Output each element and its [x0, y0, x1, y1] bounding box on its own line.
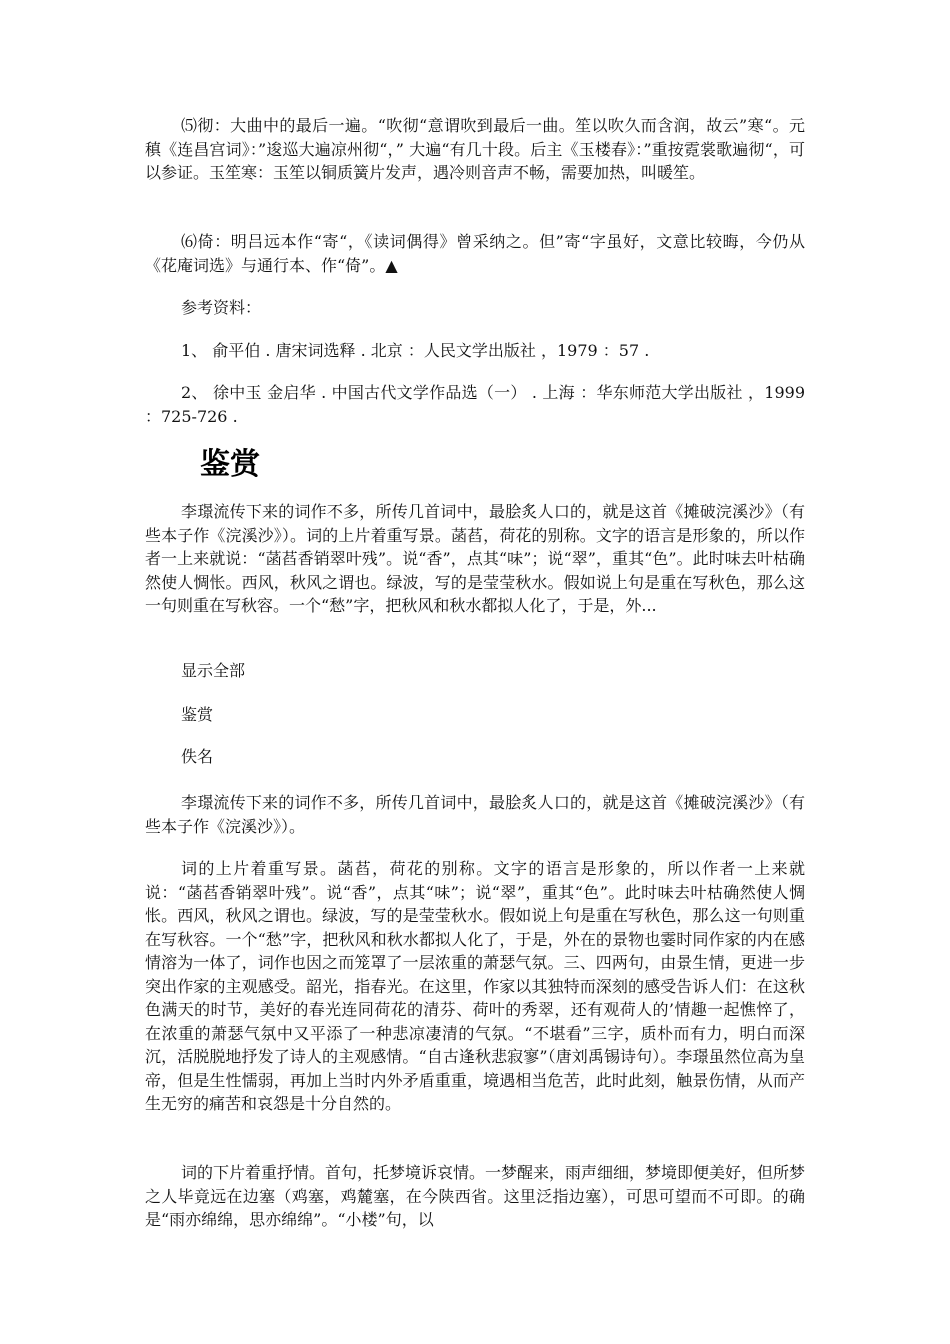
- show-all-link[interactable]: 显示全部: [181, 661, 246, 680]
- note-5: ⑸彻：大曲中的最后一遍。“吹彻“意谓吹到最后一曲。笙以吹久而含润，故云”寒“。元稹《连昌宫词》：”逡巡大遍凉州彻“，” 大遍“有几十段。后主《玉楼春》：”重按霓裳歌遍彻“，可以参证。玉笙寒：玉笙以铜质簧片发声，遇冷则音声不畅，需要加热，叫暖笙。: [145, 116, 805, 182]
- references-label: 参考资料：: [181, 298, 262, 317]
- appreciation-paragraph-2: 词的上片着重写景。菡萏，荷花的别称。文字的语言是形象的，所以作者一上来就说：“菡萏香销翠叶残”。说“香”，点其“味”；说“翠”，重其“色”。此时味去叶枯确然使人惆怅。西风，秋风之谓也。绿波，写的是莹莹秋水。假如说上句是重在写秋色，那么这一句则重在写秋容。一个“愁”字，把秋风和秋水都拟人化了，于是，外在的景物也霎时同作家的内在感情溶为一体了，词作也因之而笼罩了一层浓重的萧瑟气氛。三、四两句，由景生情，更进一步突出作家的主观感受。韶光，指春光。在这里，作家以其独特而深刻的感受告诉人们：在这秋色满天的时节，美好的春光连同荷花的清芬、荷叶的秀翠，还有观荷人的’情趣一起憔悴了，在浓重的萧瑟气氛中又平添了一种悲凉凄清的气氛。“不堪看”三字，质朴而有力，明白而深沉，活脱脱地抒发了诗人的主观感情。“自古逢秋悲寂寥”（唐刘禹锡诗句）。李璟虽然位高为皇帝，但是生性懦弱，再加上当时内外矛盾重重，境遇相当危苦，此时此刻，触景伤情，从而产生无穷的痛苦和哀怨是十分自然的。: [145, 859, 805, 1113]
- appreciation-summary: 李璟流传下来的词作不多，所传几首词中，最脍炙人口的，就是这首《摊破浣溪沙》（有些本子作《浣溪沙》）。词的上片着重写景。菡萏，荷花的别称。文字的语言是形象的，所以作者一上来就说：“菡萏香销翠叶残”。说“香”，点其“味”；说“翠”，重其“色”。此时味去叶枯确然使人惆怅。西风，秋风之谓也。绿波，写的是莹莹秋水。假如说上句是重在写秋色，那么这一句则重在写秋容。一个“愁”字，把秋风和秋水都拟人化了，于是，外...: [145, 502, 805, 615]
- appreciation-heading: 鉴赏: [200, 447, 260, 482]
- reference-item-2: 2、 徐中玉 金启华 . 中国古代文学作品选（一） . 上海 ：华东师范大学出版社 ，1999 ：725-726 .: [145, 383, 805, 426]
- appreciation-paragraph-1: 李璟流传下来的词作不多，所传几首词中，最脍炙人口的，就是这首《摊破浣溪沙》（有些本子作《浣溪沙》）。: [145, 793, 805, 836]
- reference-item-1: 1、 俞平伯 . 唐宋词选释 . 北京 ：人民文学出版社 ，1979 ：57 .: [181, 341, 650, 360]
- author-name: 佚名: [181, 747, 214, 766]
- appreciation-subheading: 鉴赏: [181, 705, 214, 724]
- appreciation-paragraph-3: 词的下片着重抒情。首句，托梦境诉哀情。一梦醒来，雨声细细，梦境即便美好，但所梦之人毕竟远在边塞（鸡塞，鸡麓塞，在今陕西省。这里泛指边塞），可思可望而不可即。的确是“雨亦绵绵，思亦绵绵”。“小楼”句，以: [145, 1163, 806, 1229]
- note-6: ⑹倚：明吕远本作“寄“，《读词偶得》曾采纳之。但”寄“字虽好，文意比较晦，今仍从《花庵词选》与通行本、作“倚”。▲: [145, 232, 805, 275]
